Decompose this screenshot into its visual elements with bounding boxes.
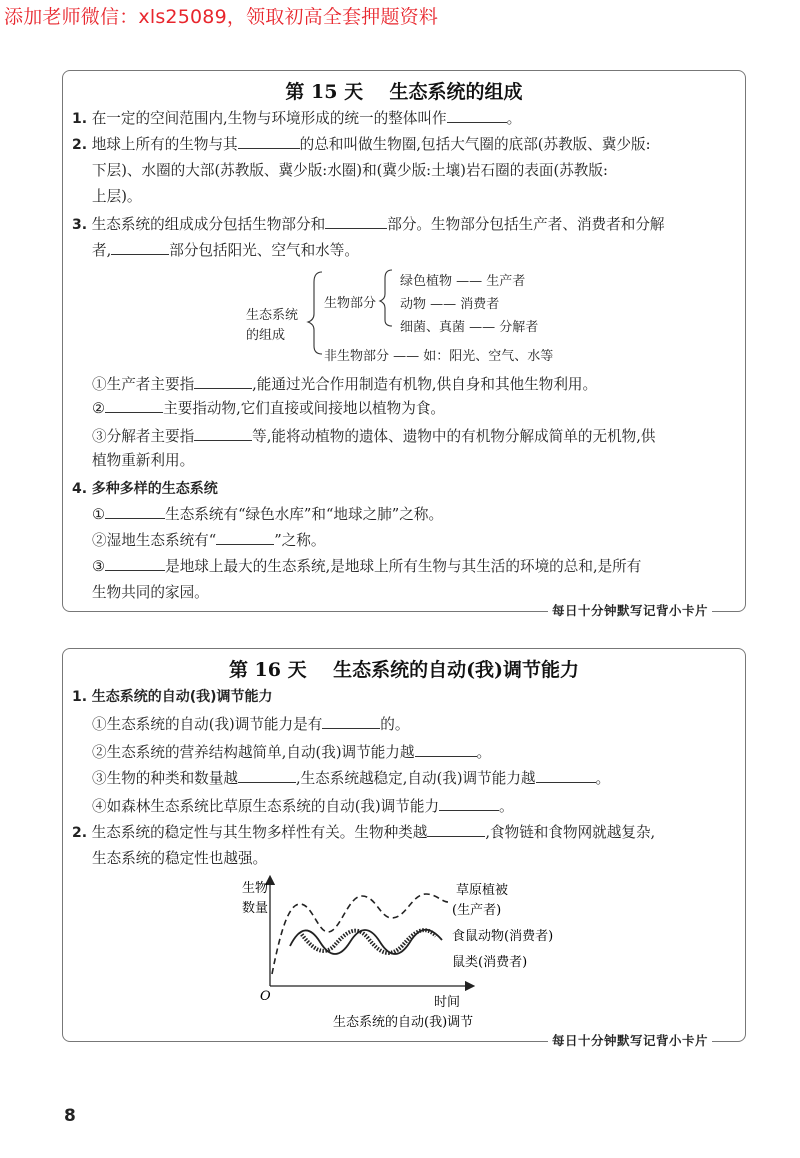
card-footer: 每日十分钟默写记背小卡片 <box>548 1031 712 1049</box>
item-text: ① <box>92 506 106 523</box>
answer-blank[interactable] <box>238 768 296 783</box>
item-text: ①生态系统的自动(我)调节能力是有 <box>92 716 323 733</box>
ecosystem-3-line2: 生物共同的家园。 <box>92 584 209 601</box>
answer-blank[interactable] <box>105 504 165 519</box>
sub-item-1 <box>92 374 597 396</box>
answer-blank[interactable] <box>325 214 387 229</box>
answer-blank[interactable] <box>105 398 163 413</box>
answer-blank[interactable] <box>536 768 596 783</box>
item-number: 2. <box>72 137 88 153</box>
item-text: ④如森林生态系统比草原生态系统的自动(我)调节能力 <box>92 798 440 815</box>
item-text: 的总和叫做生物圈,包括大气圈的底部(苏教版、冀少版: <box>299 136 651 153</box>
section-heading: 生态系统的自动(我)调节能力 <box>91 689 273 705</box>
page-number: 8 <box>64 1106 76 1126</box>
item-text: 生态系统有“绿色水库”和“地球之肺”之称。 <box>165 506 444 523</box>
y-axis-label-2: 数量 <box>242 901 269 916</box>
item-text: ,生态系统越稳定,自动(我)调节能力越 <box>295 770 536 787</box>
item-text: ”之称。 <box>274 532 326 549</box>
answer-blank[interactable] <box>194 426 252 441</box>
diagram-nonbio-part: 非生物部分 —— 如：阳光、空气、水等 <box>324 349 554 364</box>
diagram-bio-part: 生物部分 <box>324 296 377 311</box>
answer-blank[interactable] <box>447 108 507 123</box>
chart-title: 生态系统的自动(我)调节 <box>333 1015 474 1030</box>
answer-blank[interactable] <box>415 742 477 757</box>
item-text: 部分。生物部分包括生产者、消费者和分解 <box>387 216 665 233</box>
diagram-root: 生态系统 <box>246 308 299 323</box>
item-text: 者, <box>92 242 112 259</box>
item-text-end: 。 <box>506 110 522 127</box>
item-number: 1. <box>72 689 88 705</box>
item-number: 2. <box>72 825 88 841</box>
series-predator-solid <box>290 930 442 954</box>
answer-blank[interactable] <box>216 530 274 545</box>
diagram-root-2: 的组成 <box>246 328 286 343</box>
legend-predator: 食鼠动物(消费者) <box>452 929 554 944</box>
item-text: 。 <box>476 744 492 761</box>
axis-origin: O <box>260 989 271 1004</box>
item-1 <box>72 108 521 130</box>
item-text: 主要指动物,它们直接或间接地以植物为食。 <box>163 400 446 417</box>
item-text: ③ <box>92 558 106 575</box>
section-heading: 多种多样的生态系统 <box>91 481 218 497</box>
ecosystem-1 <box>92 504 443 526</box>
item-3 <box>72 214 665 236</box>
answer-blank[interactable] <box>439 796 499 811</box>
item-2-line2: 下层)、水圈的大部(苏教版、冀少版:水圈)和(冀少版:土壤)岩石圈的表面(苏教版: <box>92 162 608 179</box>
item-2-line2: 生态系统的稳定性也越强。 <box>92 850 268 867</box>
legend-grassland-role: (生产者) <box>452 903 502 918</box>
item-number: 3. <box>72 217 88 233</box>
item-text: 地球上所有的生物与其 <box>91 136 238 153</box>
answer-blank[interactable] <box>105 556 165 571</box>
card-title: 第 16 天 生态系统的自动(我)调节能力 <box>228 659 580 681</box>
brace-inner <box>380 270 392 326</box>
item-text: 等,能将动植物的遗体、遗物中的有机物分解成简单的无机物,供 <box>252 428 656 445</box>
item-text: ② <box>92 400 106 417</box>
answer-blank[interactable] <box>322 714 380 729</box>
item-text: 部分包括阳光、空气和水等。 <box>169 242 359 259</box>
item-text: ,食物链和食物网就越复杂, <box>485 824 656 841</box>
watermark-text: 添加老师微信：xls25089，领取初高全套押题资料 <box>4 6 439 28</box>
diagram-decomposer: 细菌、真菌 —— 分解者 <box>400 320 539 335</box>
diagram-consumer: 动物 —— 消费者 <box>400 297 500 312</box>
population-chart <box>230 874 610 1034</box>
ecosystem-3 <box>92 556 641 578</box>
item-text: 在一定的空间范围内,生物与环境形成的统一的整体叫作 <box>91 110 447 127</box>
item-text: ,能通过光合作用制造有机物,供自身和其他生物利用。 <box>252 376 598 393</box>
y-axis-label-1: 生物 <box>242 881 269 896</box>
answer-blank[interactable] <box>111 240 169 255</box>
item-text: 。 <box>595 770 611 787</box>
sub-item-2 <box>92 742 491 764</box>
item-text: 是地球上最大的生态系统,是地球上所有生物与其生活的环境的总和,是所有 <box>165 558 642 575</box>
item-text: ③生物的种类和数量越 <box>92 770 238 787</box>
item-text: 。 <box>499 798 514 815</box>
sub-item-2 <box>92 398 445 420</box>
legend-grassland: 草原植被 <box>456 883 509 898</box>
item-2-line3: 上层)。 <box>92 188 142 205</box>
item-text: 生态系统的组成成分包括生物部分和 <box>91 216 326 233</box>
item-number: 1. <box>72 111 88 127</box>
item-2 <box>72 822 655 844</box>
sub-item-3-line2: 植物重新利用。 <box>92 452 195 469</box>
answer-blank[interactable] <box>238 134 300 149</box>
sub-item-3 <box>92 768 610 790</box>
card-title: 第 15 天 生态系统的组成 <box>285 81 523 103</box>
sub-item-1 <box>92 714 410 736</box>
diagram-producer: 绿色植物 —— 生产者 <box>400 274 526 289</box>
sub-item-3 <box>92 426 655 448</box>
ecosystem-2 <box>92 530 325 552</box>
card-footer: 每日十分钟默写记背小卡片 <box>548 601 712 619</box>
answer-blank[interactable] <box>427 822 485 837</box>
sub-item-4 <box>92 796 514 818</box>
brace-outer <box>308 272 322 354</box>
item-text: ①生产者主要指 <box>92 376 195 393</box>
item-4 <box>72 478 218 500</box>
item-text: ②生态系统的营养结构越简单,自动(我)调节能力越 <box>92 744 415 761</box>
item-text: 生态系统的稳定性与其生物多样性有关。生物种类越 <box>91 824 428 841</box>
legend-mouse: 鼠类(消费者) <box>452 955 528 970</box>
item-number: 4. <box>72 481 88 497</box>
item-text: ②湿地生态系统有“ <box>92 532 217 549</box>
item-1 <box>72 686 273 708</box>
item-text: 的。 <box>380 716 410 733</box>
item-2 <box>72 134 651 156</box>
answer-blank[interactable] <box>194 374 252 389</box>
x-axis-label: 时间 <box>434 995 461 1010</box>
item-3-line2 <box>92 240 359 262</box>
item-text: ③分解者主要指 <box>92 428 195 445</box>
